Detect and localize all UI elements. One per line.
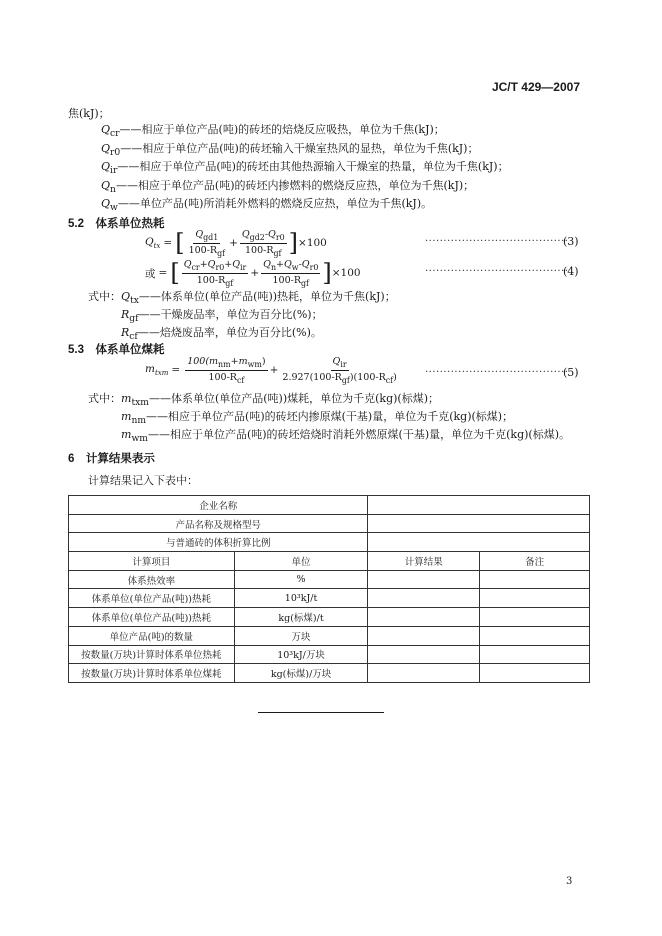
eq5-fraction-1: $\frac{100(m_{nm}+m_{wm})}{100-R_{cf}}$ — [187, 356, 266, 385]
eq4-fraction-2: $\frac{Q_n+Q_w-Q_{r0}}{100-R_{gf}}$ — [263, 259, 319, 288]
table-cell: 10³kJ/t — [234, 589, 368, 608]
table-cell — [368, 570, 480, 589]
eq5-leader-dots: ······································· — [425, 367, 569, 378]
table-header-cell: 计算结果 — [368, 552, 480, 571]
table-cell — [368, 626, 480, 645]
definition-symbol: R — [121, 326, 130, 339]
table-row — [69, 514, 590, 533]
definition-symbol: Q — [101, 123, 111, 136]
definition-symbol: R — [121, 308, 130, 321]
eq4-fraction-1: $\frac{Q_{cr}+Q_{r0}+Q_{ir}}{100-R_{gf}}$ — [183, 259, 247, 288]
table-row — [69, 570, 590, 589]
definition-symbol: Q — [121, 290, 131, 303]
table-cell: kg(标煤)/t — [234, 608, 368, 627]
table-cell: 体系热效率 — [69, 570, 235, 589]
definition-line: $Q_n——$相应于单位产品(吨)的砖坯内掺燃料的燃烧反应热，单位为千焦(kJ)； — [101, 178, 475, 195]
table-row — [69, 626, 590, 645]
eq3-lhs: $Q_{tx}$ — [145, 236, 161, 251]
table-cell: 按数量(万块)计算时体系单位热耗 — [69, 645, 235, 664]
table-cell: % — [234, 570, 368, 589]
definition-symbol: Q — [101, 178, 111, 192]
table-cell — [368, 608, 480, 627]
definition-text: ——相应于单位产品(吨)的砖坯内掺原煤(干基)量，单位为千克(kg)(标煤)； — [146, 410, 514, 423]
standard-code: JC/T 429—2007 — [491, 80, 580, 94]
end-rule — [258, 712, 384, 713]
definition-text: ——相应于单位产品(吨)的砖坯内掺燃料的燃烧反应热，单位为千焦(kJ)； — [115, 178, 475, 192]
section-6-heading: 6 计算结果表示 — [68, 453, 155, 465]
definition-line: $Q_w——$单位产品(吨)所消耗外燃料的燃烧反应热，单位为千焦(kJ)。 — [101, 197, 433, 214]
definition-line: $m_{nm}——$相应于单位产品(吨)的砖坯内掺原煤(干基)量，单位为千克(kg)(标煤)； — [121, 410, 514, 427]
table-cell: 10³kJ/万块 — [234, 645, 368, 664]
table-cell: 按数量(万块)计算时体系单位煤耗 — [69, 664, 235, 683]
results-table — [68, 495, 590, 683]
table-row — [69, 589, 590, 608]
definition-text: ——相应于单位产品(吨)的砖坯输入干燥室热风的显热，单位为千焦(kJ)； — [120, 141, 479, 155]
table-row — [69, 645, 590, 664]
definition-symbol: m — [121, 410, 132, 423]
section-5-3-heading: 5.3 体系单位煤耗 — [68, 344, 165, 356]
table-row — [69, 608, 590, 627]
table-cell: 企业名称 — [69, 496, 368, 515]
definition-symbol: m — [121, 392, 132, 405]
table-cell: 万块 — [234, 626, 368, 645]
definition-line: $Q_{cr}——$相应于单位产品(吨)的砖坯的焙烧反应吸热，单位为千焦(kJ)； — [101, 123, 445, 140]
equation-3: $Q_{tx}$ = [ $\frac{Q_{gd1}}{100-R_{gf}}$ + $\frac{Q_{gd2}-Q_{r0}}{100-R_{gf}}$ ] ×100 — [145, 229, 327, 258]
definition-symbol: m — [121, 428, 132, 441]
definition-text: ——体系单位(单位产品(吨))煤耗，单位为千克(kg)(标煤)； — [148, 392, 440, 405]
table-cell — [368, 589, 480, 608]
section-6-intro: 计算结果记入下表中： — [88, 474, 198, 487]
table-row — [69, 533, 590, 552]
page-number: 3 — [566, 876, 573, 887]
definition-text: ——焙烧废品率，单位为百分比(%)。 — [137, 326, 322, 339]
definition-line: $Q_{r0}——$相应于单位产品(吨)的砖坯输入干燥室热风的显热，单位为千焦(kJ)； — [101, 141, 479, 158]
equation-4: 或 = [ $\frac{Q_{cr}+Q_{r0}+Q_{ir}}{100-R_{gf}}$ + $\frac{Q_n+Q_w-Q_{r0}}{100-R_{gf}}$ ] ×100 — [145, 259, 361, 288]
eq4-number: (4) — [563, 265, 579, 278]
carry-over-text: 焦(kJ)； — [68, 107, 110, 120]
definition-text: ——相应于单位产品(吨)的砖坯焙烧时消耗外燃原煤(干基)量，单位为千克(kg)(标煤)。 — [147, 428, 571, 441]
table-header-cell: 备注 — [480, 552, 590, 571]
eq3-fraction-2: $\frac{Q_{gd2}-Q_{r0}}{100-R_{gf}}$ — [241, 229, 285, 258]
sec53-where-label: 式中： — [88, 392, 121, 405]
table-cell — [480, 608, 590, 627]
table-cell — [368, 496, 590, 515]
table-cell — [368, 664, 480, 683]
definition-symbol: Q — [101, 160, 111, 173]
definition-line: $R_{cf}——$焙烧废品率，单位为百分比(%)。 — [121, 326, 322, 343]
table-cell — [368, 514, 590, 533]
eq5-fraction-2: $\frac{Q_{ir}}{2.927(100-R_{gf})(100-R_{cf})}$ — [282, 356, 397, 385]
table-cell — [480, 645, 590, 664]
table-cell: 与普通砖的体积折算比例 — [69, 533, 368, 552]
table-cell — [368, 533, 590, 552]
table-cell — [480, 664, 590, 683]
table-header-cell: 单位 — [234, 552, 368, 571]
table-cell — [368, 645, 480, 664]
definition-symbol: Q — [101, 141, 111, 155]
table-row — [69, 496, 590, 515]
equation-5: $m_{txm}$ = $\frac{100(m_{nm}+m_{wm})}{100-R_{cf}}$ + $\frac{Q_{ir}}{2.927(100-R_{gf})(100-R_{cf})}$ — [145, 356, 397, 385]
definition-text: ——体系单位(单位产品(吨))热耗，单位为千焦(kJ)； — [138, 290, 396, 303]
table-cell: 体系单位(单位产品(吨))热耗 — [69, 589, 235, 608]
definition-line: $Q_{ir}——$相应于单位产品(吨)的砖坯由其他热源输入干燥室的热量，单位为千焦(kJ)； — [101, 160, 509, 177]
table-header-cell: 计算项目 — [69, 552, 235, 571]
definition-text: ——相应于单位产品(吨)的砖坯的焙烧反应吸热，单位为千焦(kJ)； — [119, 123, 445, 136]
table-cell — [480, 570, 590, 589]
sec52-where-label: 式中： — [88, 290, 121, 303]
table-header-row — [69, 552, 590, 571]
definition-text: ——干燥废品率，单位为百分比(%)； — [138, 308, 323, 321]
definition-line: $Q_{tx}——$体系单位(单位产品(吨))热耗，单位为千焦(kJ)； — [121, 290, 396, 307]
definition-line: $m_{wm}——$相应于单位产品(吨)的砖坯焙烧时消耗外燃原煤(干基)量，单位为千克(kg)(标煤)。 — [121, 428, 571, 445]
table-cell: 单位产品(吨)的数量 — [69, 626, 235, 645]
definition-line: $R_{gf}——$干燥废品率，单位为百分比(%)； — [121, 308, 323, 325]
definition-line: $m_{txm}——$体系单位(单位产品(吨))煤耗，单位为千克(kg)(标煤)； — [121, 392, 440, 409]
eq3-number: (3) — [563, 235, 579, 248]
eq3-leader-dots: ······································· — [425, 236, 569, 247]
table-cell — [480, 626, 590, 645]
table-row — [69, 664, 590, 683]
eq5-number: (5) — [563, 366, 579, 379]
definition-text: ——相应于单位产品(吨)的砖坯由其他热源输入干燥室的热量，单位为千焦(kJ)； — [117, 160, 509, 173]
table-cell: 产品名称及规格型号 — [69, 514, 368, 533]
eq4-leader-dots: ······································· — [425, 266, 569, 277]
section-5-2-heading: 5.2 体系单位热耗 — [68, 218, 165, 230]
table-cell — [480, 589, 590, 608]
table-cell: 体系单位(单位产品(吨))热耗 — [69, 608, 235, 627]
table-cell: kg(标煤)/万块 — [234, 664, 368, 683]
eq3-fraction-1: $\frac{Q_{gd1}}{100-R_{gf}}$ — [188, 229, 226, 258]
definition-symbol: Q — [101, 197, 111, 210]
definition-text: ——单位产品(吨)所消耗外燃料的燃烧反应热，单位为千焦(kJ)。 — [117, 197, 433, 210]
